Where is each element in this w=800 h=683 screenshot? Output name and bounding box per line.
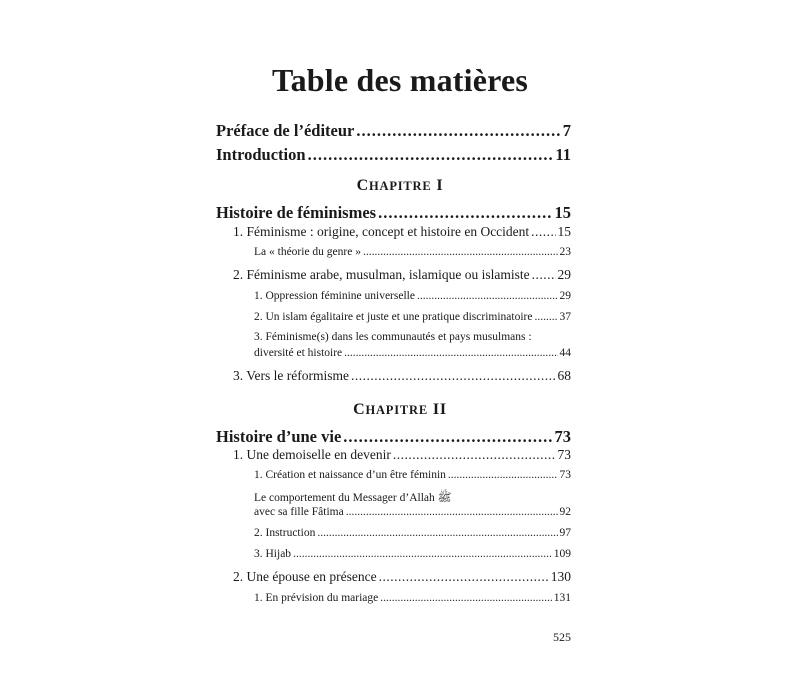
toc-entry[interactable] xyxy=(254,548,571,560)
toc-entry-page: 92 xyxy=(559,506,571,518)
leader-dots xyxy=(343,427,552,447)
toc-entry[interactable] xyxy=(254,246,571,258)
toc-entry-page: 130 xyxy=(550,569,571,584)
toc-entry-page: 73 xyxy=(559,469,571,481)
chapter-heading-2 xyxy=(0,401,800,419)
toc-entry-page: 11 xyxy=(555,145,571,164)
toc-entry-page: 44 xyxy=(559,347,571,359)
toc-entry-page: 97 xyxy=(559,527,571,539)
leader-dots xyxy=(532,267,556,283)
leader-dots xyxy=(317,527,557,539)
leader-dots xyxy=(344,347,557,359)
chapter-cap: C xyxy=(353,401,366,418)
toc-entry-preface[interactable] xyxy=(216,121,571,141)
toc-entry[interactable] xyxy=(254,311,571,323)
toc-entry-page: 131 xyxy=(553,592,571,604)
leader-dots xyxy=(531,224,555,240)
toc-entry-label: 2. Un islam égalitaire et juste et une pratique discriminatoire xyxy=(254,311,533,323)
toc-entry-page: 37 xyxy=(559,311,571,323)
leader-dots xyxy=(380,592,552,604)
leader-dots xyxy=(379,569,549,585)
leader-dots xyxy=(448,469,558,481)
toc-entry-introduction[interactable] xyxy=(216,145,571,165)
leader-dots xyxy=(351,368,556,384)
toc-entry-label: La « théorie du genre » xyxy=(254,246,361,258)
leader-dots xyxy=(346,506,558,518)
leader-dots xyxy=(417,290,558,302)
toc-entry-page: 73 xyxy=(554,427,571,446)
toc-entry-page: 23 xyxy=(559,246,571,258)
chapter-number: II xyxy=(432,401,447,418)
toc-entry[interactable] xyxy=(233,569,571,585)
chapter-word: HAPITRE xyxy=(368,179,432,193)
toc-entry-page: 15 xyxy=(557,224,571,239)
toc-entry-label-line1: Le comportement du Messager d’Allah ﷺ xyxy=(254,492,452,504)
toc-entry-label: Histoire de féminismes xyxy=(216,203,377,222)
toc-entry[interactable] xyxy=(254,592,571,604)
leader-dots xyxy=(534,311,557,323)
toc-entry[interactable] xyxy=(254,506,571,518)
toc-entry-label: 3. Vers le réformisme xyxy=(233,368,349,383)
toc-entry[interactable] xyxy=(233,267,571,283)
toc-entry-label: avec sa fille Fâtima xyxy=(254,506,344,518)
chapter-number: I xyxy=(436,177,444,194)
toc-entry[interactable] xyxy=(233,368,571,384)
leader-dots xyxy=(363,246,558,258)
toc-entry-page: 109 xyxy=(553,548,571,560)
leader-dots xyxy=(293,548,552,560)
toc-section-histoire-feminismes[interactable] xyxy=(216,203,571,223)
toc-entry-label: Préface de l’éditeur xyxy=(216,121,355,140)
toc-entry-page: 7 xyxy=(562,121,571,140)
toc-entry-label: 1. En prévision du mariage xyxy=(254,592,379,604)
toc-entry-page: 73 xyxy=(557,447,571,462)
toc-entry[interactable] xyxy=(254,469,571,481)
chapter-heading-1 xyxy=(0,177,800,195)
toc-entry-page: 68 xyxy=(557,368,571,383)
toc-entry-label: 2. Une épouse en présence xyxy=(233,569,377,584)
toc-section-histoire-vie[interactable] xyxy=(216,427,571,447)
page-number: 525 xyxy=(553,630,571,644)
chapter-word: HAPITRE xyxy=(365,403,429,417)
chapter-cap: C xyxy=(356,177,369,194)
toc-entry-label: 1. Oppression féminine universelle xyxy=(254,290,415,302)
toc-entry-label: 1. Féminisme : origine, concept et histoire en Occident xyxy=(233,224,530,239)
toc-entry-label: 2. Féminisme arabe, musulman, islamique ou islamiste xyxy=(233,267,530,282)
toc-entry-label-line1: 3. Féminisme(s) dans les communautés et pays musulmans : xyxy=(254,331,532,343)
leader-dots xyxy=(356,121,560,141)
toc-entry[interactable] xyxy=(254,347,571,359)
toc-entry-page: 15 xyxy=(554,203,571,222)
leader-dots xyxy=(393,447,556,463)
toc-entry[interactable] xyxy=(254,290,571,302)
leader-dots xyxy=(308,145,554,165)
toc-entry-label: 3. Hijab xyxy=(254,548,292,560)
toc-entry-page: 29 xyxy=(559,290,571,302)
toc-entry[interactable] xyxy=(233,447,571,463)
leader-dots xyxy=(378,203,552,223)
toc-entry-label: 1. Une demoiselle en devenir xyxy=(233,447,391,462)
toc-entry-label: 1. Création et naissance d’un être féminin xyxy=(254,469,446,481)
toc-entry[interactable] xyxy=(233,224,571,240)
toc-entry[interactable] xyxy=(254,527,571,539)
toc-entry-label: diversité et histoire xyxy=(254,347,343,359)
toc-entry-label: Introduction xyxy=(216,145,306,164)
toc-entry-label: 2. Instruction xyxy=(254,527,316,539)
toc-entry-page: 29 xyxy=(557,267,571,282)
page-title: Table des matières xyxy=(271,62,529,98)
toc-entry-label: Histoire d’une vie xyxy=(216,427,342,446)
